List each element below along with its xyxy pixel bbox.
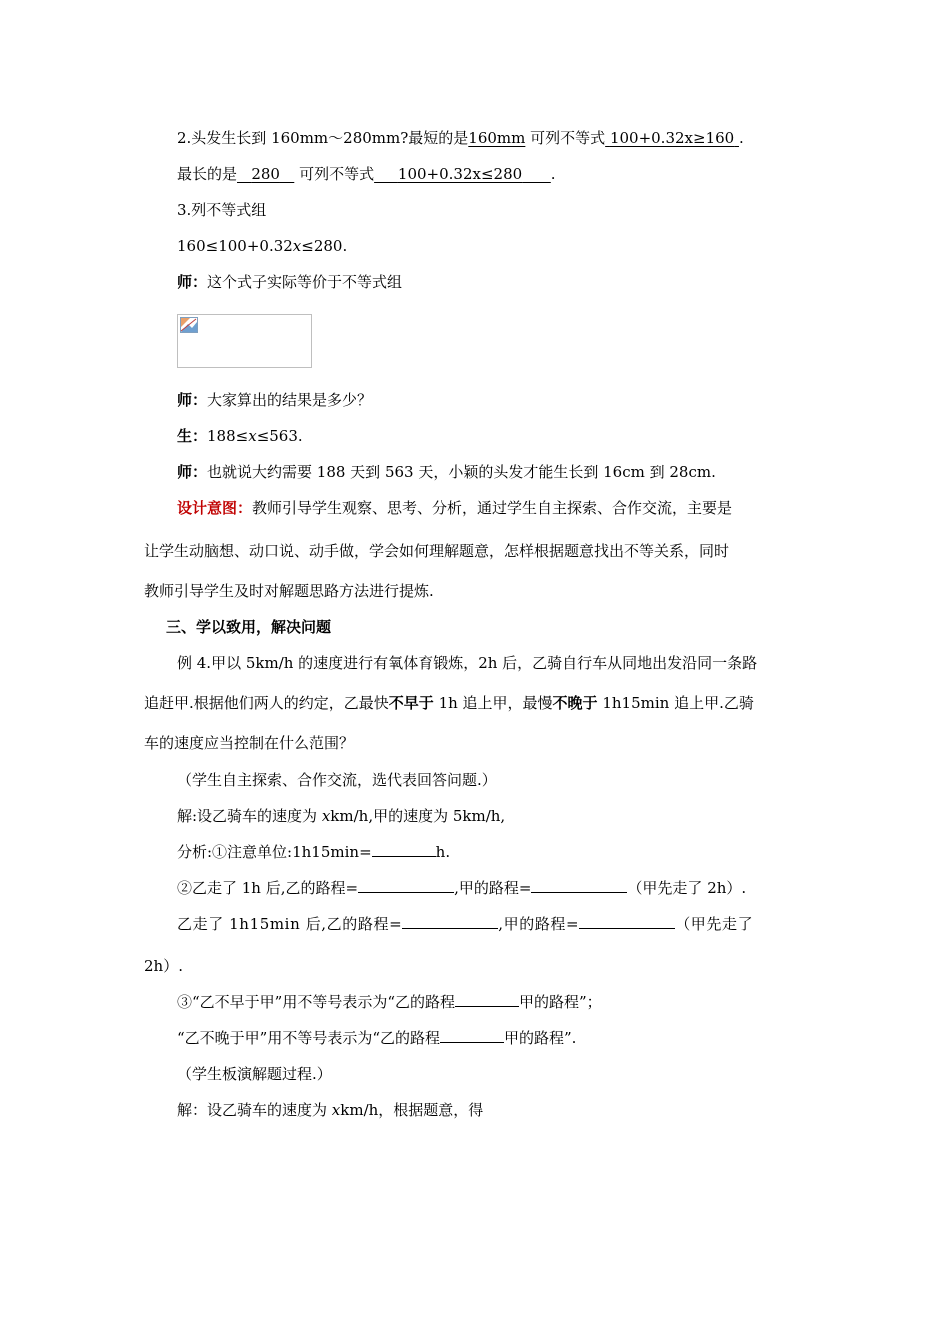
- section-heading-3: 三、学以致用，解决问题: [166, 618, 332, 636]
- analysis-line-5: “乙不晚于甲”用不等号表示为“乙的路程 甲的路程”.: [177, 1029, 577, 1047]
- teacher-line-1: 师：这个式子实际等价于不等式组: [177, 273, 403, 291]
- design-intent-line-3: 教师引导学生及时对解题思路方法进行提炼.: [144, 582, 434, 600]
- example4-line-2: 追赶甲.根据他们两人的约定，乙最快不早于 1h 追上甲，最慢不晚于 1h15min 追上甲.乙骑: [144, 694, 754, 712]
- analysis-line-3-cont: 2h）.: [144, 957, 183, 975]
- blank-5[interactable]: [579, 914, 675, 929]
- teacher-line-3: 师：也就说大约需要 188 天到 563 天，小颖的头发才能生长到 16cm 到 28cm.: [177, 463, 716, 481]
- solution-line-2: 解：设乙骑车的速度为 xkm/h，根据题意，得: [177, 1101, 484, 1119]
- longest-end: .: [550, 165, 556, 183]
- q3-heading: 3.列不等式组: [177, 201, 267, 219]
- longest-mid: 可列不等式: [299, 165, 375, 183]
- note-2: （学生板演解题过程.）: [177, 1065, 332, 1083]
- blank-4[interactable]: [402, 914, 498, 929]
- blank-2[interactable]: [358, 878, 454, 893]
- q2-prefix: 2.头发生长到 160mm～280mm?最短的是: [177, 129, 469, 147]
- q2-line: [177, 128, 744, 148]
- example4-line-1: 例 4.甲以 5km/h 的速度进行有氧体育锻炼，2h 后，乙骑自行车从同地出发沿同一条路: [177, 654, 758, 672]
- note-1: （学生自主探索、合作交流，选代表回答问题.）: [177, 771, 497, 789]
- design-intent-line-2: 让学生动脑想、动口说、动手做，学会如何理解题意，怎样根据题意找出不等关系，同时: [144, 542, 730, 560]
- analysis-line-4: ③“乙不早于甲”用不等号表示为“乙的路程 甲的路程”；: [177, 993, 602, 1011]
- teacher-line-2: 师：大家算出的结果是多少？: [177, 391, 373, 409]
- analysis-line-1: 分析:①注意单位:1h15min= h.: [177, 843, 451, 861]
- teacher-label: 师：: [177, 463, 208, 481]
- student-label: 生：: [177, 427, 208, 445]
- blank-6[interactable]: [455, 992, 519, 1007]
- shortest-answer: 160mm: [468, 129, 526, 147]
- solution-line-1: 解:设乙骑车的速度为 xkm/h,甲的速度为 5km/h,: [177, 807, 506, 825]
- longest-answer: 280: [251, 165, 280, 183]
- inequality-2: 100+0.32x≤280: [397, 165, 523, 183]
- blank-1[interactable]: [372, 842, 436, 857]
- example4-line-3: 车的速度应当控制在什么范围？: [144, 734, 355, 752]
- student-line: 生：188≤x≤563.: [177, 427, 303, 445]
- blank-3[interactable]: [531, 878, 627, 893]
- blank-7[interactable]: [440, 1028, 504, 1043]
- analysis-line-2: ②乙走了 1h 后,乙的路程= ,甲的路程= （甲先走了 2h）.: [177, 879, 747, 897]
- longest-prefix: 最长的是: [177, 165, 238, 183]
- q2-end: .: [738, 129, 744, 147]
- broken-image-icon: [180, 317, 198, 333]
- teacher-label: 师：: [177, 273, 208, 291]
- design-intent-line-1: 设计意图：教师引导学生观察、思考、分析，通过学生自主探索、合作交流，主要是: [177, 499, 733, 517]
- q2-mid: 可列不等式: [530, 129, 606, 147]
- design-intent-label: 设计意图：: [177, 499, 253, 517]
- inequality-system: 160≤100+0.32x≤280.: [177, 237, 348, 255]
- equation-image-placeholder: [177, 314, 312, 368]
- longest-line: [177, 164, 556, 184]
- analysis-line-3: 乙走了 1h15min 后,乙的路程= ,甲的路程= （甲先走了: [177, 915, 754, 933]
- inequality-1: 100+0.32x≥160: [609, 129, 735, 147]
- teacher-label: 师：: [177, 391, 208, 409]
